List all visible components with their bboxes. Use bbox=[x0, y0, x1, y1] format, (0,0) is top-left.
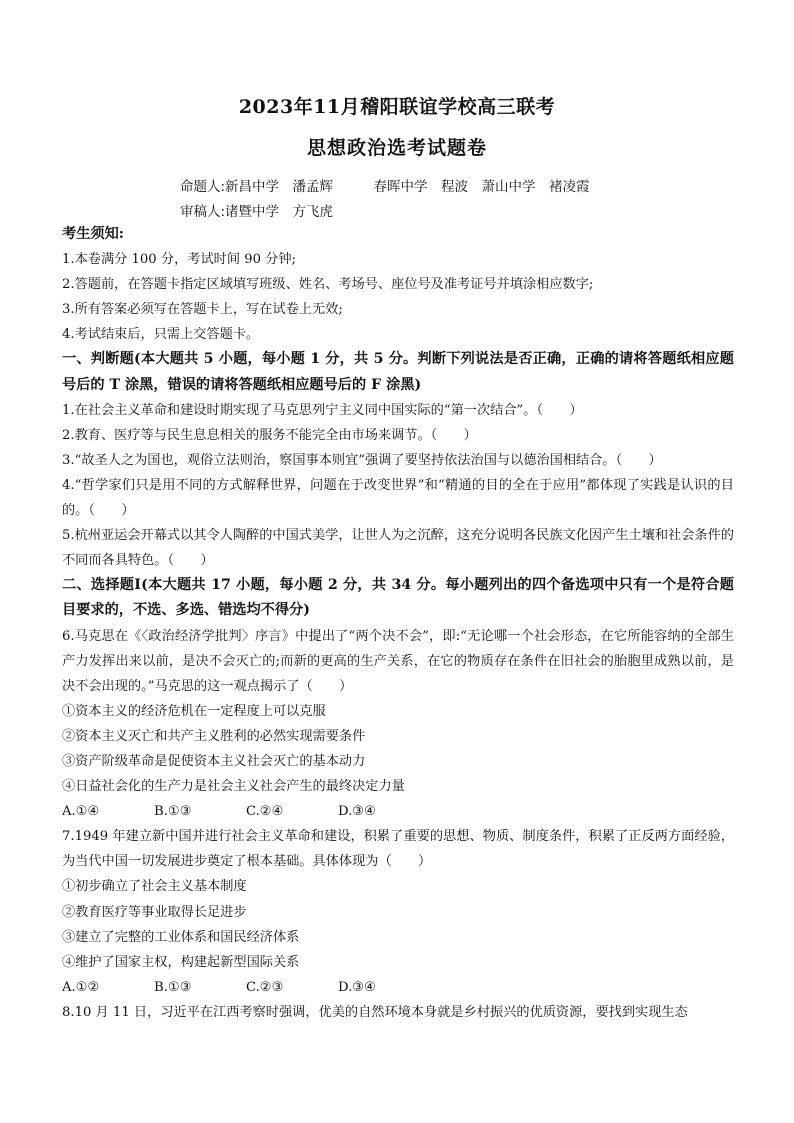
option-c: C.②③ bbox=[246, 979, 284, 995]
option-a: A.①② bbox=[62, 979, 100, 995]
question-3: 3.“故圣人之为国也，观俗立法则治，察国事本则宜”强调了要坚持依法治国与以德治国相结合。（ ） bbox=[62, 452, 662, 468]
notice-item: 1.本卷满分 100 分，考试时间 90 分钟; bbox=[62, 252, 296, 268]
question-6-statement: ④日益社会化的生产力是社会主义社会产生的最终决定力量 bbox=[62, 779, 405, 795]
exam-body bbox=[62, 222, 734, 1025]
question-5: 5.杭州亚运会开幕式以其令人陶醉的中国式美学，让世人为之沉醉，这充分说明各民族文化因产生土壤和社会条件的不同而各具特色。（ ） bbox=[62, 528, 734, 569]
option-b: B.①③ bbox=[154, 804, 192, 820]
question-7-statement: ②教育医疗等事业取得长足进步 bbox=[62, 904, 247, 920]
authors-line: 命题人:新昌中学 潘孟辉 春晖中学 程波 萧山中学 褚凌霞 bbox=[180, 179, 590, 195]
question-6-options bbox=[62, 799, 734, 824]
question-6-stem: 6.马克思在《〈政治经济学批判〉序言》中提出了“两个决不会”，即:“无论哪一个社会形态，在它所能容纳的全部生产力发挥出来以前，是决不会灭亡的;而新的更高的生产关系，在它的物质存在条件在旧社会的胎胞里成熟以前，是决不会出现的。”马克思的这一观点揭示了（ ） bbox=[62, 628, 734, 694]
question-7-statement: ④维护了国家主权，构建起新型国际关系 bbox=[62, 954, 300, 970]
notice-item: 3.所有答案必须写在答题卡上，写在试卷上无效; bbox=[62, 302, 343, 318]
question-1: 1.在社会主义革命和建设时期实现了马克思列宁主义同中国实际的“第一次结合”。（ ） bbox=[62, 402, 583, 418]
question-7-stem: 7.1949 年建立新中国并进行社会主义革命和建设，积累了重要的思想、物质、制度条件，积累了正反两方面经验，为当代中国一切发展进步奠定了根本基础。具体体现为（ ） bbox=[62, 829, 734, 870]
question-2: 2.教育、医疗等与民生息息相关的服务不能完全由市场来调节。（ ） bbox=[62, 427, 477, 443]
question-7-statement: ③建立了完整的工业体系和国民经济体系 bbox=[62, 929, 300, 945]
question-6-statement: ③资产阶级革命是促使资本主义社会灭亡的基本动力 bbox=[62, 753, 366, 769]
question-6-statement: ①资本主义的经济危机在一定程度上可以克服 bbox=[62, 703, 326, 719]
exam-title: 2023年11月稽阳联谊学校高三联考 bbox=[238, 96, 556, 118]
question-7-options bbox=[62, 975, 734, 1000]
option-c: C.②④ bbox=[246, 804, 284, 820]
question-6-statement: ②资本主义灭亡和共产主义胜利的必然实现需要条件 bbox=[62, 728, 366, 744]
exam-subtitle: 思想政治选考试题卷 bbox=[306, 137, 487, 159]
section1-heading: 一、判断题(本大题共 5 小题，每小题 1 分，共 5 分。判断下列说法是否正确，正确的请将答题纸相应题号后的 T 涂黑，错误的请将答题纸相应题号后的 F 涂黑) bbox=[62, 351, 734, 393]
notice-heading: 考生须知: bbox=[62, 226, 124, 242]
option-d: D.③④ bbox=[338, 979, 376, 995]
question-8-stem: 8.10 月 11 日，习近平在江西考察时强调，优美的自然环境本身就是乡村振兴的优质资源，要找到实现生态 bbox=[62, 1004, 688, 1020]
option-a: A.①④ bbox=[62, 804, 100, 820]
option-d: D.③④ bbox=[338, 804, 376, 820]
section2-heading: 二、选择题Ⅰ(本大题共 17 小题，每小题 2 分，共 34 分。每小题列出的四个备选项中只有一个是符合题目要求的，不选、多选、错选均不得分) bbox=[62, 577, 734, 619]
option-b: B.①③ bbox=[154, 979, 192, 995]
question-7-statement: ①初步确立了社会主义基本制度 bbox=[62, 879, 247, 895]
reviewer-line: 审稿人:诸暨中学 方飞虎 bbox=[180, 204, 334, 220]
notice-item: 2.答题前，在答题卡指定区域填写班级、姓名、考场号、座位号及准考证号并填涂相应数字; bbox=[62, 277, 594, 293]
question-4: 4.“哲学家们只是用不同的方式解释世界，问题在于改变世界”和“精通的目的全在于应用”都体现了实践是认识的目的。（ ） bbox=[62, 477, 734, 519]
notice-item: 4.考试结束后，只需上交答题卡。 bbox=[62, 327, 260, 343]
